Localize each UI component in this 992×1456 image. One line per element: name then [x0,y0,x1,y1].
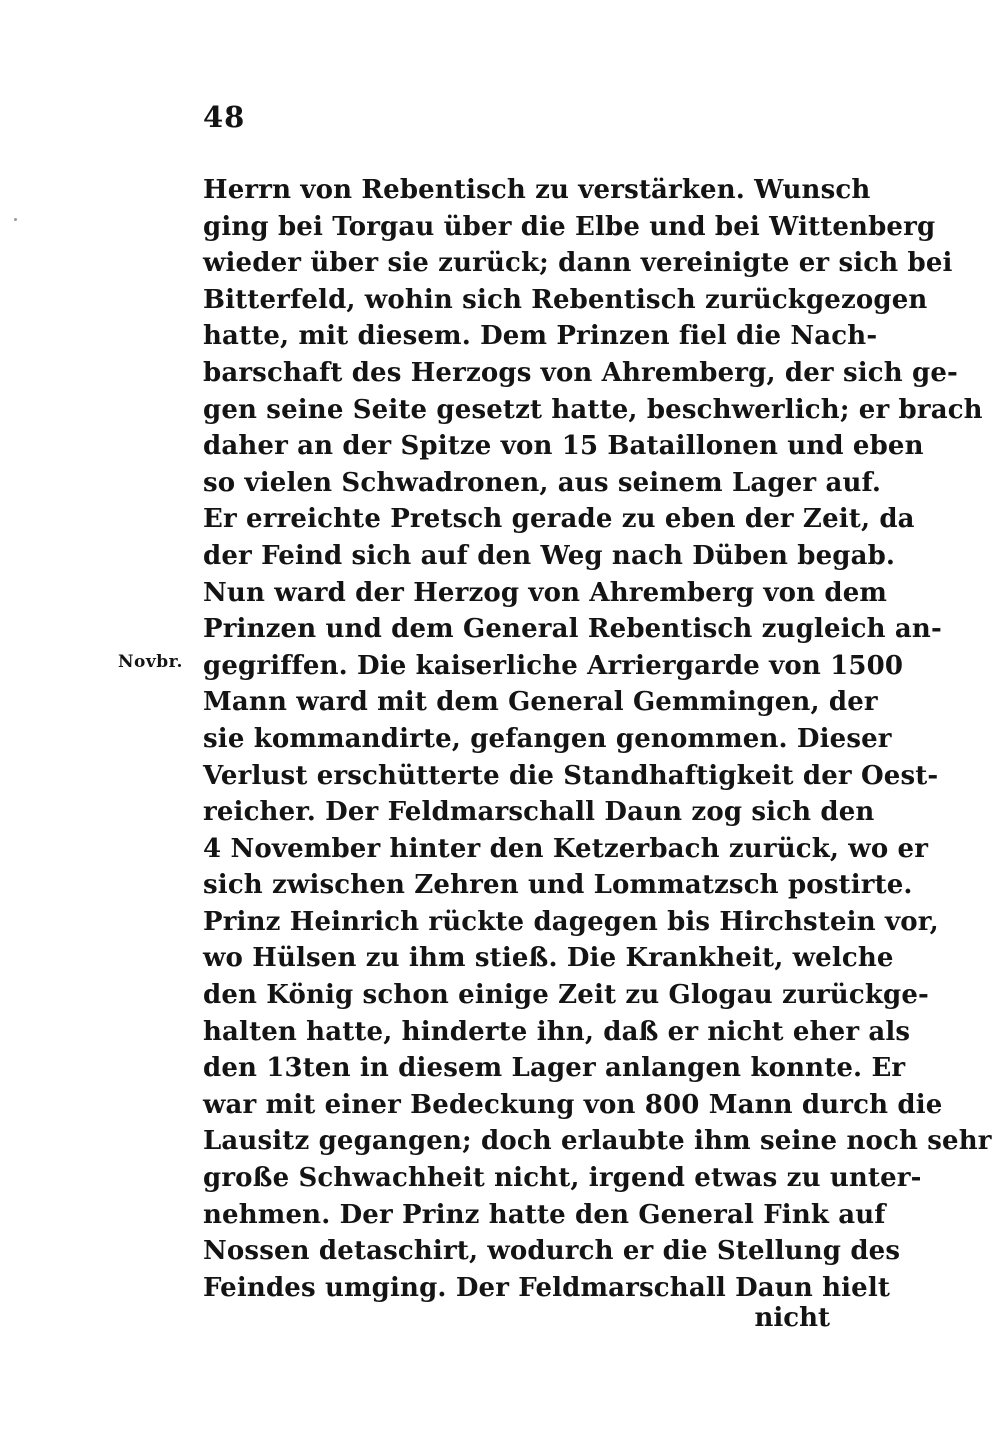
text-line: gegriffen. Die kaiserliche Arriergarde von 1500 [203,650,904,681]
text-line: so vielen Schwadronen, aus seinem Lager auf. [203,467,882,498]
text-line: Bitterfeld, wohin sich Rebentisch zurückgezogen [203,284,928,315]
text-line: sie kommandirte, gefangen genommen. Dieser [203,723,892,754]
text-line: Prinz Heinrich rückte dagegen bis Hirchstein vor, [203,906,939,937]
text-line: Nossen detaschirt, wodurch er die Stellung des [203,1236,901,1267]
text-line: daher an der Spitze von 15 Bataillonen und eben [203,431,924,462]
text-line: Verlust erschütterte die Standhaftigkeit der Oest- [203,760,939,791]
text-line: Feindes umging. Der Feldmarschall Daun hielt [203,1272,891,1303]
text-line: reicher. Der Feldmarschall Daun zog sich den [203,797,875,828]
text-line: halten hatte, hinderte ihn, daß er nicht eher als [203,1016,911,1047]
catchword: nicht [754,1303,830,1333]
text-line: nehmen. Der Prinz hatte den General Fink auf [203,1199,886,1230]
text-line: Prinzen und dem General Rebentisch zugleich an- [203,614,942,645]
page-number: 48 [203,100,246,134]
text-line: barschaft des Herzogs von Ahremberg, der sich ge- [203,357,958,388]
text-line: 4 November hinter den Ketzerbach zurück, wo er [203,833,929,864]
text-line: Mann ward mit dem General Gemmingen, der [203,687,878,718]
text-line: Herrn von Rebentisch zu verstärken. Wunsch [203,175,871,205]
text-line: wo Hülsen zu ihm stieß. Die Krankheit, welche [203,943,894,974]
body-text [203,172,992,1306]
text-line: hatte, mit diesem. Dem Prinzen fiel die Nach- [203,321,878,352]
text-line: sich zwischen Zehren und Lommatzsch postirte. [203,870,913,901]
text-line: Nun ward der Herzog von Ahremberg von dem [203,577,888,608]
paper-speck [14,218,17,221]
text-line: Lausitz gegangen; doch erlaubte ihm seine noch sehr [203,1126,992,1157]
text-line: wieder über sie zurück; dann vereinigte er sich bei [203,248,953,279]
text-line: Er erreichte Pretsch gerade zu eben der Zeit, da [203,504,915,535]
text-line: gen seine Seite gesetzt hatte, beschwerlich; er brach [203,394,983,425]
text-line: den 13ten in diesem Lager anlangen konnte. Er [203,1053,906,1084]
margin-note-date: Novbr. [118,652,183,672]
text-line: ging bei Torgau über die Elbe und bei Wittenberg [203,211,936,242]
text-line: der Feind sich auf den Weg nach Düben begab. [203,540,896,571]
text-line: große Schwachheit nicht, irgend etwas zu unter- [203,1163,922,1194]
text-line: war mit einer Bedeckung von 800 Mann durch die [203,1089,943,1120]
text-line: den König schon einige Zeit zu Glogau zurückge- [203,980,929,1011]
